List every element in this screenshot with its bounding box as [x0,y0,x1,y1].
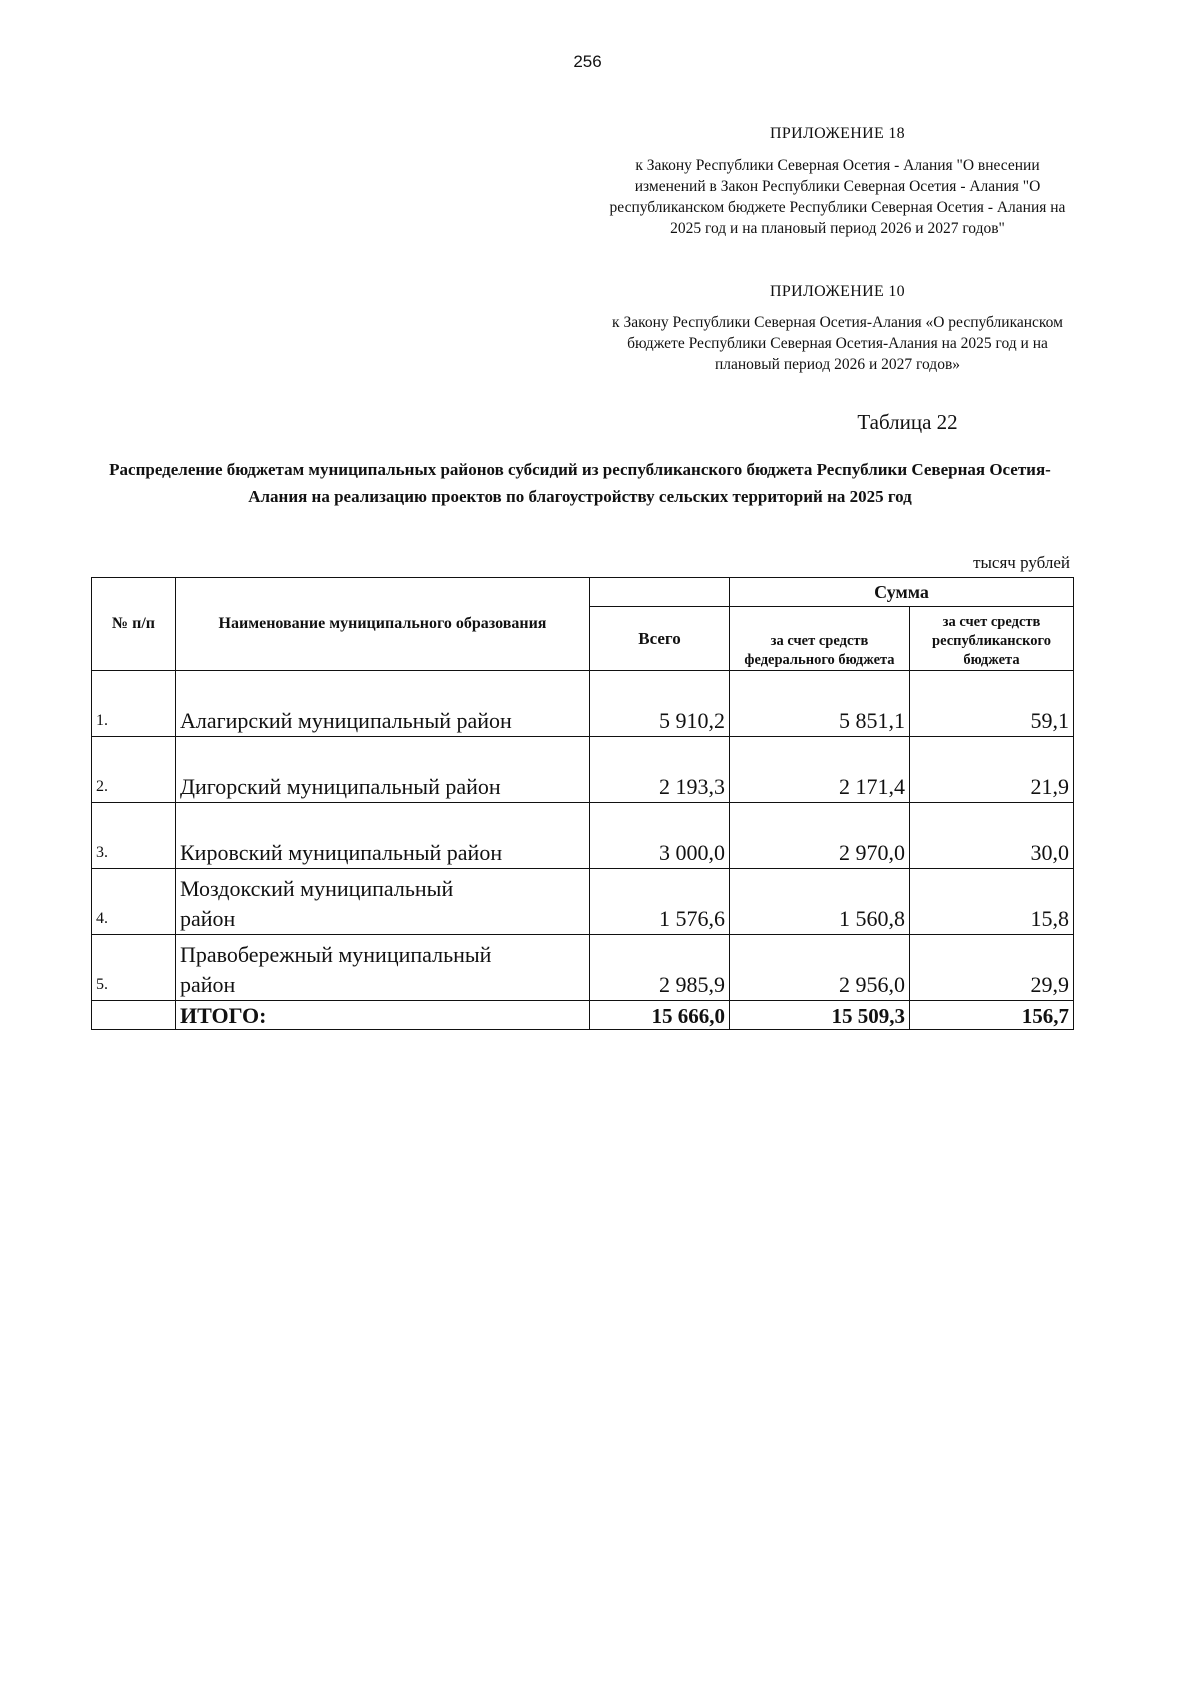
row-republic: 21,9 [910,737,1074,803]
row-name: Алагирский муниципальный район [176,671,590,737]
totals-total: 15 666,0 [590,1001,730,1030]
header-name: Наименование муниципального образования [176,578,590,671]
appendix-18-text: к Закону Республики Северная Осетия - Алания "О внесении изменений в Закон Республики Северная Осетия - Алания "О республиканском бюджете Республики Северная Осетия - Алания на 2025 год и на плановый период 2026 и 2027 годов" [609,157,1066,237]
units-label: тысяч рублей [973,553,1070,572]
appendix-10-title: ПРИЛОЖЕНИЕ 10 [770,283,905,300]
row-republic: 15,8 [910,869,1074,935]
table-row [92,935,1074,1001]
row-name: Дигорский муниципальный район [176,737,590,803]
subsidy-table [91,577,1074,1030]
row-name: Правобережный муниципальный район [176,935,590,1001]
row-federal: 1 560,8 [730,869,910,935]
appendix-18-title: ПРИЛОЖЕНИЕ 18 [770,125,905,142]
header-federal: за счет средств федерального бюджета [730,607,910,671]
header-summa: Сумма [730,578,1074,607]
row-num: 2. [92,737,176,803]
row-num: 4. [92,869,176,935]
row-name: Моздокский муниципальный район [176,869,590,935]
row-num: 1. [92,671,176,737]
row-federal: 2 171,4 [730,737,910,803]
row-republic: 59,1 [910,671,1074,737]
totals-num [92,1001,176,1030]
row-federal: 2 956,0 [730,935,910,1001]
header-republic: за счет средств республиканского бюджета [910,607,1074,671]
row-republic: 29,9 [910,935,1074,1001]
table-row [92,869,1074,935]
header-blank [590,578,730,607]
row-total: 3 000,0 [590,803,730,869]
header-total: Всего [590,607,730,671]
table-row [92,737,1074,803]
row-total: 1 576,6 [590,869,730,935]
table-row [92,671,1074,737]
table-label: Таблица 22 [857,410,958,434]
appendix-10-text: к Закону Республики Северная Осетия-Алания «О республиканском бюджете Республики Северная Осетия-Алания на 2025 год и на плановый период 2026 и 2027 годов» [612,314,1063,373]
totals-label: ИТОГО: [176,1001,590,1030]
totals-federal: 15 509,3 [730,1001,910,1030]
totals-republic: 156,7 [910,1001,1074,1030]
table-row [92,803,1074,869]
row-total: 2 193,3 [590,737,730,803]
header-num: № п/п [92,578,176,671]
row-total: 5 910,2 [590,671,730,737]
row-federal: 5 851,1 [730,671,910,737]
row-num: 5. [92,935,176,1001]
page-number: 256 [573,52,602,71]
row-federal: 2 970,0 [730,803,910,869]
document-heading: Распределение бюджетам муниципальных районов субсидий из республиканского бюджета Республики Северная Осетия-Алания на реализацию проектов по благоустройству сельских территорий на 2025 год [109,460,1051,506]
row-republic: 30,0 [910,803,1074,869]
row-name: Кировский муниципальный район [176,803,590,869]
row-total: 2 985,9 [590,935,730,1001]
totals-row [92,1001,1074,1030]
row-num: 3. [92,803,176,869]
